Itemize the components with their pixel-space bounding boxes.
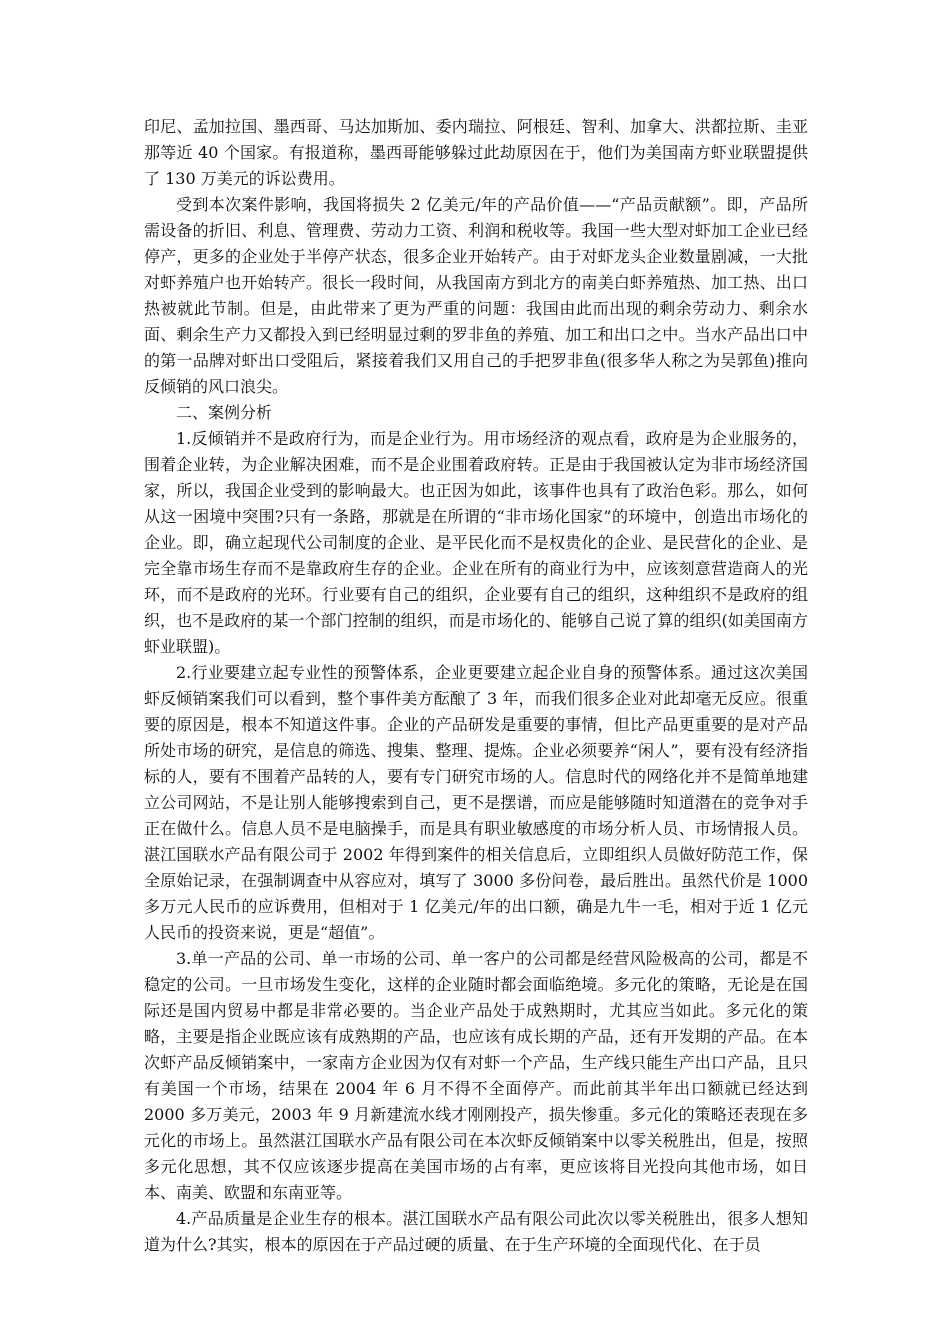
document-body: [144, 114, 808, 1258]
paragraph-point-2: 2.行业要建立起专业性的预警体系，企业更要建立起企业自身的预警体系。通过这次美国虾反倾销案我们可以看到，整个事件美方酝酿了 3 年，而我们很多企业对此却毫无反应。很重要的原因是，根本不知道这件事。企业的产品研发是重要的事情，但比产品更重要的是对产品所处市场的研究，是信息的筛选、搜集、整理、提炼。企业必须要养“闲人”，要有没有经济指标的人，要有不围着产品转的人，要有专门研究市场的人。信息时代的网络化并不是简单地建立公司网站，不是让别人能够搜索到自己，更不是摆谱，而应是能够随时知道潜在的竞争对手正在做什么。信息人员不是电脑操手，而是具有职业敏感度的市场分析人员、市场情报人员。湛江国联水产品有限公司于 2002 年得到案件的相关信息后，立即组织人员做好防范工作，保全原始记录，在强制调查中从容应对，填写了 3000 多份问卷，最后胜出。虽然代价是 1000 多万元人民币的应诉费用，但相对于 1 亿美元/年的出口额，确是九牛一毛，相对于近 1 亿元人民币的投资来说，更是“超值”。: [144, 663, 808, 942]
paragraph-point-4: 4.产品质量是企业生存的根本。湛江国联水产品有限公司此次以零关税胜出，很多人想知道为什么?其实，根本的原因在于产品过硬的质量、在于生产环境的全面现代化、在于员: [144, 1209, 808, 1254]
paragraph-continued: 印尼、孟加拉国、墨西哥、马达加斯加、委内瑞拉、阿根廷、智利、加拿大、洪都拉斯、圭亚那等近 40 个国家。有报道称，墨西哥能够躲过此劫原因在于，他们为美国南方虾业联盟提供了 130 万美元的诉讼费用。: [144, 117, 808, 188]
paragraph-impact: 受到本次案件影响，我国将损失 2 亿美元/年的产品价值——“产品贡献额”。即，产品所需设备的折旧、利息、管理费、劳动力工资、利润和税收等。我国一些大型对虾加工企业已经停产，更多的企业处于半停产状态，很多企业开始转产。由于对虾龙头企业数量剧减，一大批对虾养殖户也开始转产。很长一段时间，从我国南方到北方的南美白虾养殖热、加工热、出口热被就此节制。但是，由此带来了更为严重的问题：我国由此而出现的剩余劳动力、剩余水面、剩余生产力又都投入到已经明显过剩的罗非鱼的养殖、加工和出口之中。当水产品出口中的第一品牌对虾出口受阻后，紧接着我们又用自己的手把罗非鱼(很多华人称之为吴郭鱼)推向反倾销的风口浪尖。: [144, 195, 808, 396]
paragraph-point-1: 1.反倾销并不是政府行为，而是企业行为。用市场经济的观点看，政府是为企业服务的，围着企业转，为企业解决困难，而不是企业围着政府转。正是由于我国被认定为非市场经济国家，所以，我国企业受到的影响最大。也正因为如此，该事件也具有了政治色彩。那么，如何从这一困境中突围?只有一条路，那就是在所谓的“非市场化国家”的环境中，创造出市场化的企业。即，确立起现代公司制度的企业、是平民化而不是权贵化的企业、是民营化的企业、是完全靠市场生存而不是靠政府生存的企业。企业在所有的商业行为中，应该刻意营造商人的光环，而不是政府的光环。行业要有自己的组织，企业要有自己的组织，这种组织不是政府的组织，也不是政府的某一个部门控制的组织，而是市场化的、能够自己说了算的组织(如美国南方虾业联盟)。: [144, 429, 808, 656]
section-heading-case-analysis: 二、案例分析: [176, 403, 273, 422]
paragraph-point-3: 3.单一产品的公司、单一市场的公司、单一客户的公司都是经营风险极高的公司，都是不稳定的公司。一旦市场发生变化，这样的企业随时都会面临绝境。多元化的策略，无论是在国际还是国内贸易中都是非常必要的。当企业产品处于成熟期时，尤其应当如此。多元化的策略，主要是指企业既应该有成熟期的产品，也应该有成长期的产品，还有开发期的产品。在本次虾产品反倾销案中，一家南方企业因为仅有对虾一个产品，生产线只能生产出口产品，且只有美国一个市场，结果在 2004 年 6 月不得不全面停产。而此前其半年出口额就已经达到 2000 多万美元，2003 年 9 月新建流水线才刚刚投产，损失惨重。多元化的策略还表现在多元化的市场上。虽然湛江国联水产品有限公司在本次虾反倾销案中以零关税胜出，但是，按照多元化思想，其不仅应该逐步提高在美国市场的占有率，更应该将目光投向其他市场，如日本、南美、欧盟和东南亚等。: [144, 949, 808, 1202]
